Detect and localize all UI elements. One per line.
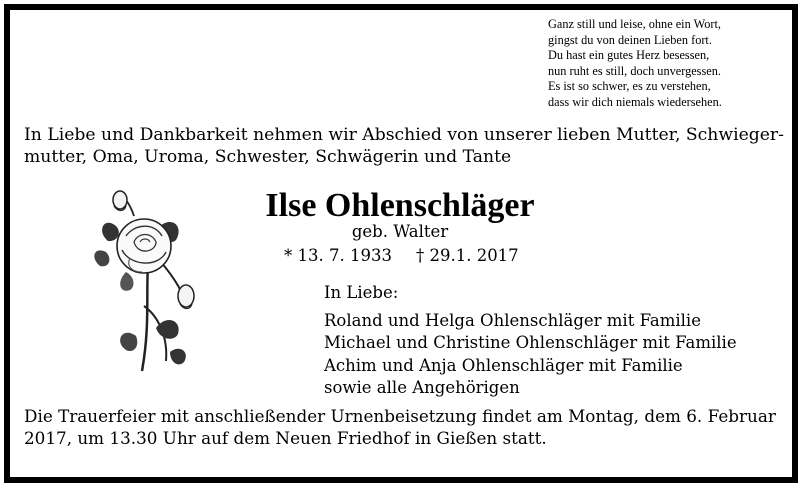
intro-line: In Liebe und Dankbarkeit nehmen wir Abschied von unserer lieben Mutter, Schwieger- — [24, 125, 784, 145]
family-member: Roland und Helga Ohlenschläger mit Familie — [324, 310, 701, 330]
poem-line: Es ist so schwer, es zu verstehen, — [548, 79, 711, 94]
maiden-name: geb. Walter — [351, 222, 449, 241]
poem-line: gingst du von deinen Lieben fort. — [548, 32, 712, 47]
funeral-line: Die Trauerfeier mit anschließender Urnenbeisetzung findet am Montag, dem 6. Februar — [24, 406, 776, 426]
funeral-line: 2017, um 13.30 Uhr auf dem Neuen Friedhof in Gießen statt. — [24, 428, 547, 448]
birth-date: * 13. 7. 1933 — [284, 246, 392, 265]
death-date: † 29.1. 2017 — [415, 246, 519, 265]
family-member: sowie alle Angehörigen — [324, 378, 520, 397]
family-member: Achim und Anja Ohlenschläger mit Familie — [324, 355, 683, 375]
family-list — [324, 282, 764, 400]
poem-line: nun ruht es still, doch unvergessen. — [548, 63, 721, 78]
family-member: Michael und Christine Ohlenschläger mit Familie — [324, 333, 737, 352]
poem-line: Ganz still und leise, ohne ein Wort, — [548, 17, 721, 31]
poem-line: Du hast ein gutes Herz besessen, — [548, 48, 710, 63]
funeral-notice — [24, 405, 774, 449]
family-lead: In Liebe: — [324, 283, 399, 302]
intro-line: mutter, Oma, Uroma, Schwester, Schwägerin und Tante — [24, 147, 512, 167]
poem — [548, 17, 768, 111]
intro-text — [24, 124, 784, 168]
poem-line: dass wir dich niemals wiedersehen. — [548, 94, 722, 109]
deceased-name: Ilse Ohlenschläger — [265, 187, 535, 224]
life-dates — [284, 246, 524, 266]
